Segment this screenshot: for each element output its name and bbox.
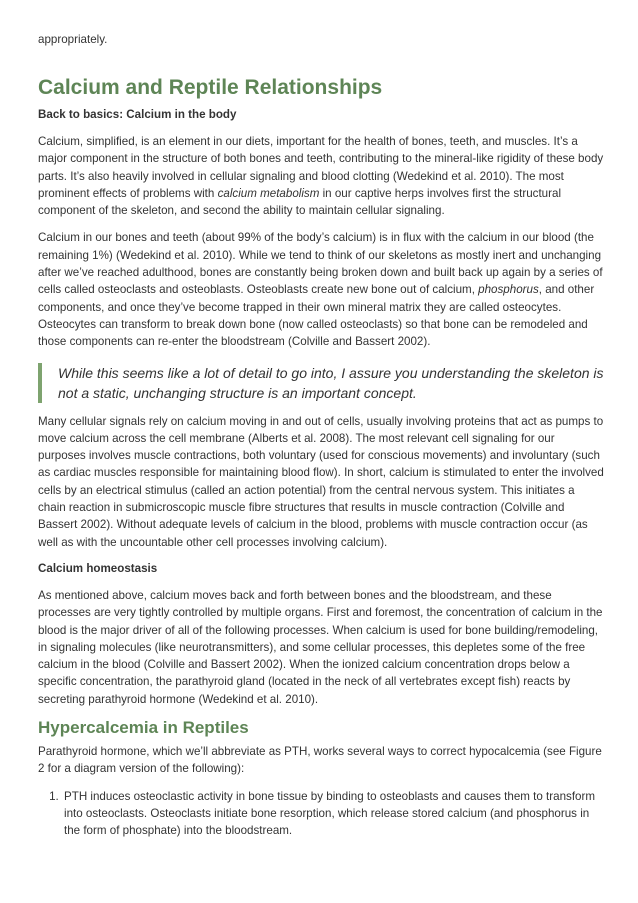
- emphasis-phosphorus: phosphorus: [478, 283, 539, 297]
- text-run: in our captive herps involves first the structural component of the skeleton, and second the ability to maintain cellular signaling.: [38, 186, 562, 218]
- paragraph-cellular-signals: Many cellular signals rely on calcium moving in and out of cells, usually involving proteins that act as pumps to move calcium across the cell membrane (Alberts et al. 2008). The most relevant cell signaling for our purposes involves muscle contractions, both voluntary (used for conscious movements) and involuntary (such as cardiac muscles responsible for maintaining blood flow). In short, calcium is stimulated to enter the involved cells by an electrical stimulus (called an action potential) from the central nervous system. This initiates a chain reaction in submicroscopic muscle fibre structures that results in muscle contraction (Colville and Bassert 2002). Without adequate levels of calcium in the blood, problems with muscle contraction occur (as well as with the uncountable other cell processes involving calcium).: [38, 414, 604, 549]
- emphasis-calcium-metabolism: calcium metabolism: [217, 186, 320, 200]
- paragraph-homeostasis: As mentioned above, calcium moves back and forth between bones and the bloodstream, and these processes are very tightly controlled by multiple organs. First and foremost, the concentration of calcium in the blood is the major driver of all of the following processes. When calcium is used for bone building/remodeling, in signaling molecules (like neurotransmitters), and some cellular processes, this depletes some of the free calcium in the blood (Colville and Bassert 2002). When the ionized calcium concentration drops below a specific concentration, the parathyroid gland (located in the neck of all vertebrates except fish) reacts by secreting parathyroid hormone (Wedekind et al. 2010).: [38, 588, 603, 706]
- section-title-calcium-reptile: Calcium and Reptile Relationships: [38, 76, 383, 99]
- section-title-hypercalcemia: Hypercalcemia in Reptiles: [38, 718, 249, 738]
- paragraph-bones-and-teeth: [38, 229, 604, 350]
- subheading-back-to-basics: Back to basics: Calcium in the body: [38, 108, 237, 121]
- text-run: Calcium, simplified, is an element in our diets, important for the health of bones, teeth, and muscles. It’s a major component in the structure of both bones and teeth, contributing to the mineral-like rigidity of these body parts. It’s also heavily involved in cellular signaling and blood clotting (Wedekind et al. 2010). The most prominent effects of problems with: [38, 135, 604, 200]
- subheading-calcium-homeostasis: Calcium homeostasis: [38, 561, 158, 575]
- paragraph-calcium-simplified: [38, 133, 604, 219]
- document-page: [38, 0, 604, 840]
- pull-quote: While this seems like a lot of detail to go into, I assure you understanding the skeleton is not a static, unchanging structure is an important concept.: [38, 363, 604, 403]
- text-run: Calcium in our bones and teeth (about 99% of the body’s calcium) is in flux with the calcium in our blood (the remaining 1%) (Wedekind et al. 2010). While we tend to think of our skeletons as mostly inert and unchanging after we’ve reached adulthood, bones are constantly being broken down and built back up again by a series of cells called osteoclasts and osteoblasts. Osteoblasts create new bone out of calcium,: [38, 231, 603, 297]
- pth-actions-list: [38, 788, 604, 840]
- text-run: , and other components, and once they’ve become trapped in their own mineral matrix they are called osteocytes. Osteocytes can transform to break down bone (now called osteoclasts) so that bone can be remodeled and those components can re-enter the bloodstream (Colville and Bassert 2002).: [38, 283, 595, 349]
- paragraph-pth-intro: Parathyroid hormone, which we’ll abbreviate as PTH, works several ways to correct hypocalcemia (see Figure 2 for a diagram version of the following):: [38, 745, 602, 776]
- previous-paragraph-tail: appropriately.: [38, 33, 108, 46]
- list-item: 1. PTH induces osteoclastic activity in bone tissue by binding to osteoblasts and causes them to transform into osteoclasts. Osteoclasts initiate bone resorption, which release stored calcium (and phosphorus in the form of phosphate) into the bloodstream.: [62, 788, 604, 840]
